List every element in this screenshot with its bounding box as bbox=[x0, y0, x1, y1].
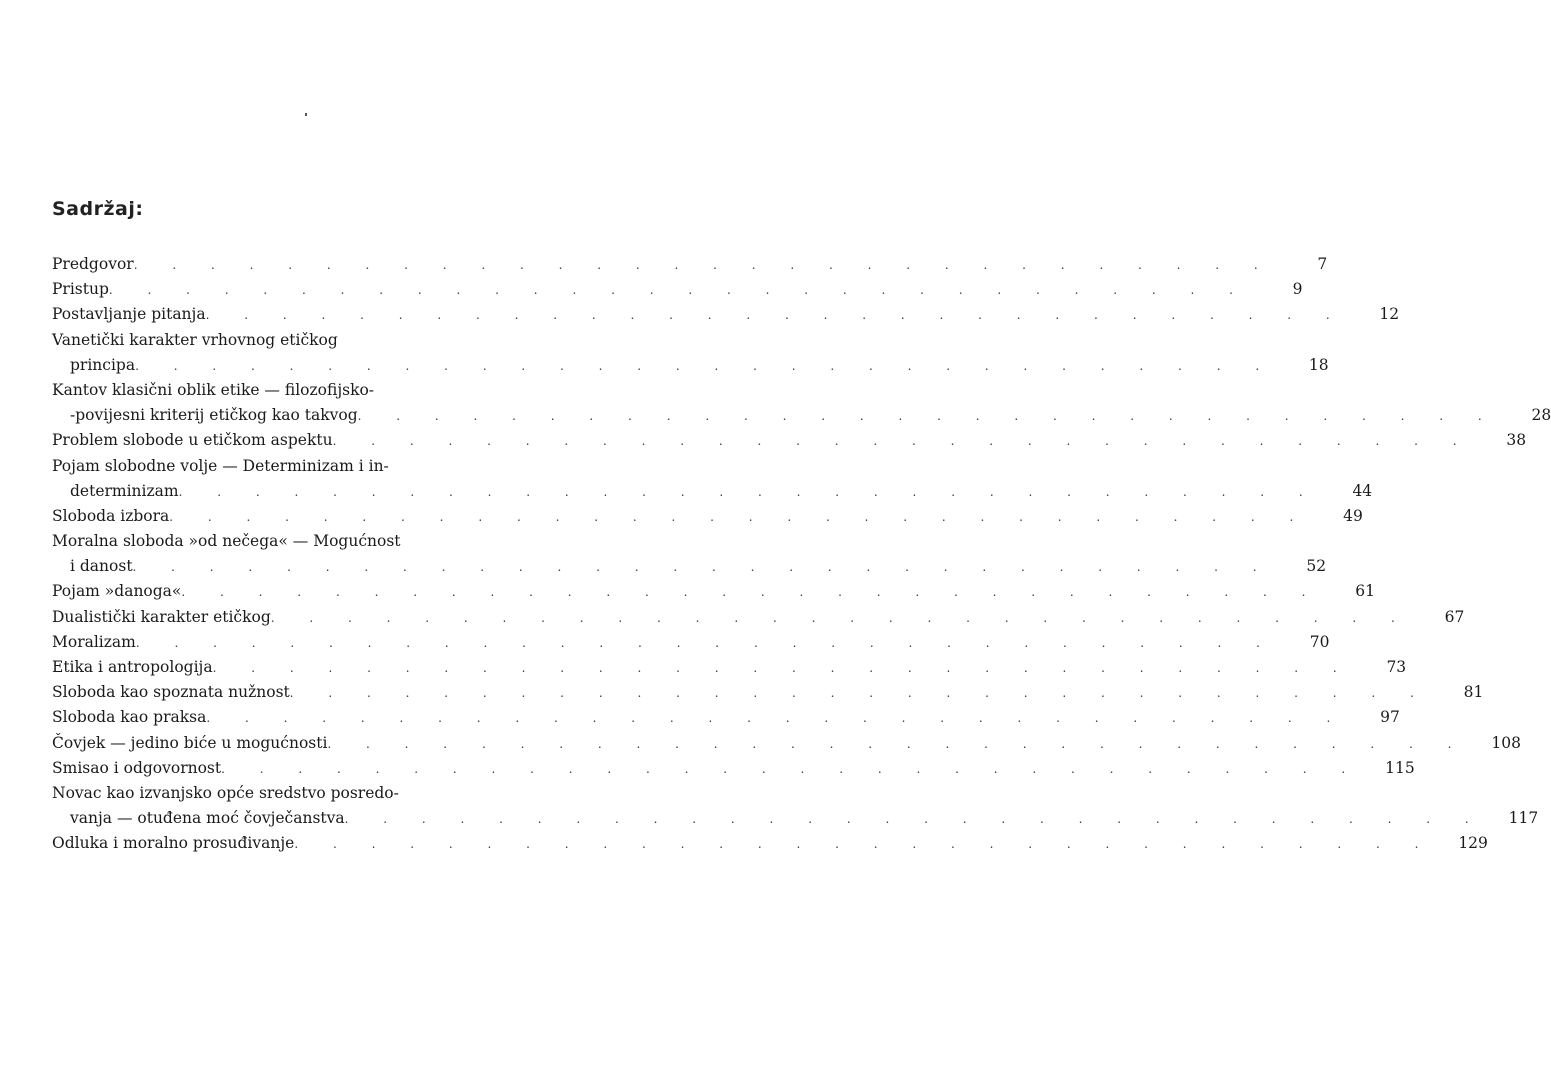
toc-entry-line bbox=[52, 353, 1329, 378]
dot-leader: . . . . . . . . . . . . . . . . . . . . . . . . . . . . . . bbox=[108, 283, 1249, 298]
toc-entry-line bbox=[52, 630, 1330, 655]
toc-entry-line bbox=[52, 428, 1527, 453]
toc-entry-line bbox=[52, 403, 1551, 428]
toc-entry-line bbox=[52, 756, 1415, 781]
toc-entry-line bbox=[52, 328, 536, 353]
toc-entry-title: Moralizam bbox=[52, 632, 136, 651]
toc-page-number: 117 bbox=[1508, 809, 1539, 828]
toc-page-number: 97 bbox=[1380, 708, 1400, 727]
toc-entries bbox=[52, 252, 1551, 857]
table-of-contents bbox=[52, 196, 1551, 857]
toc-page-number: 73 bbox=[1386, 658, 1407, 676]
dot-leader: . . . . . . . . . . . . . . . . . . . . . . . . . . . . . . bbox=[294, 837, 1434, 852]
toc-entry-title: Odluka i moralno prosuđivanje bbox=[52, 834, 295, 853]
toc-page-number: 70 bbox=[1309, 632, 1330, 651]
dot-leader: . . . . . . . . . . . . . . . . . . . . . . . . . . . . . . bbox=[344, 812, 1485, 827]
toc-page-number: 61 bbox=[1355, 582, 1375, 601]
dot-leader: . . . . . . . . . . . . . . . . . . . . . . . . . . . . . . bbox=[169, 509, 1309, 524]
toc-entry-title: -povijesni kriterij etičkog kao takvog bbox=[70, 406, 358, 425]
toc-entry-title: Predgovor bbox=[52, 255, 134, 273]
toc-page-number: 28 bbox=[1531, 406, 1551, 425]
dot-leader: . . . . . . . . . . . . . . . . . . . . . . . . . . . . . . bbox=[327, 736, 1467, 751]
toc-entry-title: principa bbox=[70, 355, 136, 374]
toc-entry-line bbox=[52, 605, 1465, 630]
toc-entry bbox=[52, 529, 1327, 579]
toc-entry-title: Etika i antropologija bbox=[52, 658, 213, 676]
toc-entry-title: Dualistički karakter etičkog bbox=[52, 607, 271, 626]
toc-entry bbox=[52, 428, 1527, 453]
toc-entry-line bbox=[52, 454, 536, 479]
toc-page-number: 38 bbox=[1506, 431, 1527, 450]
toc-entry-title: Pojam slobodne volje — Determinizam i in- bbox=[52, 456, 389, 475]
toc-entry-title: Smisao i odgovornost bbox=[52, 758, 222, 777]
toc-entry-line bbox=[52, 529, 536, 554]
toc-entry bbox=[52, 579, 1375, 604]
toc-page-number: 49 bbox=[1343, 506, 1363, 525]
dot-leader: . . . . . . . . . . . . . . . . . . . . . . . . . . . . . . bbox=[270, 610, 1411, 625]
toc-entry bbox=[52, 277, 1303, 302]
toc-page-number: 12 bbox=[1379, 305, 1400, 324]
toc-page-number: 108 bbox=[1491, 733, 1521, 752]
toc-entry-title: Čovjek — jedino biće u mogućnosti bbox=[52, 733, 328, 752]
toc-title: Sadržaj: bbox=[52, 198, 144, 220]
toc-page-number: 18 bbox=[1308, 355, 1329, 374]
dot-leader: . . . . . . . . . . . . . . . . . . . . . . . . . . . . . . bbox=[178, 484, 1319, 499]
toc-entry-title: Sloboda kao praksa bbox=[52, 708, 207, 727]
toc-entry-title: Kantov klasični oblik etike — filozofijsko- bbox=[52, 380, 375, 399]
toc-entry-title: Moralna sloboda »od nečega« — Mogućnost bbox=[52, 532, 401, 551]
toc-entry-line bbox=[52, 504, 1363, 529]
toc-entry bbox=[52, 756, 1415, 781]
dot-leader: . . . . . . . . . . . . . . . . . . . . . . . . . . . . . . bbox=[205, 308, 1346, 323]
toc-entry bbox=[52, 252, 1328, 277]
toc-entry-title: Pristup bbox=[52, 280, 109, 299]
toc-entry bbox=[52, 831, 1488, 856]
toc-entry bbox=[52, 731, 1521, 756]
dot-leader: . . . . . . . . . . . . . . . . . . . . . . . . . . . . . . bbox=[212, 661, 1353, 675]
toc-entry-line bbox=[52, 731, 1521, 756]
toc-page-number: 115 bbox=[1385, 758, 1415, 777]
toc-entry-title: Pojam »danoga« bbox=[52, 582, 182, 601]
toc-entry bbox=[52, 781, 1539, 831]
toc-entry-line bbox=[52, 831, 1488, 856]
toc-entry-title: Novac kao izvanjsko opće sredstvo posredo- bbox=[52, 783, 399, 802]
toc-entry-line bbox=[52, 378, 536, 403]
toc-entry bbox=[52, 680, 1484, 705]
toc-entry-line bbox=[52, 806, 1539, 831]
dot-leader: . . . . . . . . . . . . . . . . . . . . . . . . . . . . . . bbox=[332, 434, 1473, 449]
toc-entry bbox=[52, 378, 1551, 428]
toc-page-number: 9 bbox=[1292, 280, 1303, 299]
toc-entry-line bbox=[52, 680, 1484, 705]
toc-entry bbox=[52, 302, 1400, 327]
toc-entry-title: Sloboda kao spoznata nužnost bbox=[52, 683, 290, 702]
toc-page-number: 44 bbox=[1352, 481, 1373, 500]
scan-speck bbox=[305, 113, 307, 116]
toc-entry bbox=[52, 605, 1465, 630]
toc-entry-title: determinizam bbox=[70, 481, 179, 500]
dot-leader: . . . . . . . . . . . . . . . . . . . . . . . . . . . . . . bbox=[221, 761, 1361, 776]
toc-page-number: 7 bbox=[1317, 255, 1328, 273]
dot-leader: . . . . . . . . . . . . . . . . . . . . . . . . . . . . . . bbox=[181, 585, 1321, 600]
toc-entry-title: Problem slobode u etičkom aspektu bbox=[52, 431, 333, 450]
toc-entry-line bbox=[52, 554, 1327, 579]
toc-page-number: 129 bbox=[1458, 834, 1488, 853]
toc-page-number: 81 bbox=[1463, 683, 1484, 702]
toc-entry-title: Sloboda izbora bbox=[52, 506, 170, 525]
toc-entry-title: Postavljanje pitanja bbox=[52, 305, 206, 324]
toc-entry-line bbox=[52, 579, 1375, 604]
dot-leader: . . . . . . . . . . . . . . . . . . . . . . . . . . . . . . bbox=[135, 358, 1275, 373]
toc-entry-title: Vanetički karakter vrhovnog etičkog bbox=[52, 330, 338, 349]
toc-entry bbox=[52, 504, 1363, 529]
dot-leader: . . . . . . . . . . . . . . . . . . . . . . . . . . . . . . bbox=[132, 560, 1273, 575]
dot-leader: . . . . . . . . . . . . . . . . . . . . . . . . . . . . . . bbox=[206, 711, 1346, 726]
toc-entry bbox=[52, 328, 1329, 378]
toc-entry bbox=[52, 454, 1373, 504]
toc-entry-line bbox=[52, 655, 1407, 680]
toc-entry-title: i danost bbox=[70, 557, 133, 576]
toc-entry-line bbox=[52, 302, 1400, 327]
toc-entry-title: vanja — otuđena moć čovječanstva bbox=[70, 809, 345, 828]
toc-page-number: 52 bbox=[1306, 557, 1327, 576]
toc-entry-line bbox=[52, 479, 1373, 504]
dot-leader: . . . . . . . . . . . . . . . . . . . . . . . . . . . . . . bbox=[289, 686, 1430, 701]
toc-page-number: 67 bbox=[1444, 607, 1465, 626]
toc-entry-line bbox=[52, 705, 1400, 730]
dot-leader: . . . . . . . . . . . . . . . . . . . . . . . . . . . . . . bbox=[135, 635, 1276, 650]
dot-leader: . . . . . . . . . . . . . . . . . . . . . . . . . . . . . . bbox=[357, 409, 1498, 424]
toc-entry bbox=[52, 655, 1407, 680]
toc-entry bbox=[52, 630, 1330, 655]
dot-leader: . . . . . . . . . . . . . . . . . . . . . . . . . . . . . . bbox=[133, 258, 1274, 272]
toc-entry-line bbox=[52, 277, 1303, 302]
toc-entry-line bbox=[52, 252, 1328, 277]
toc-entry-line bbox=[52, 781, 536, 806]
toc-entry bbox=[52, 705, 1400, 730]
